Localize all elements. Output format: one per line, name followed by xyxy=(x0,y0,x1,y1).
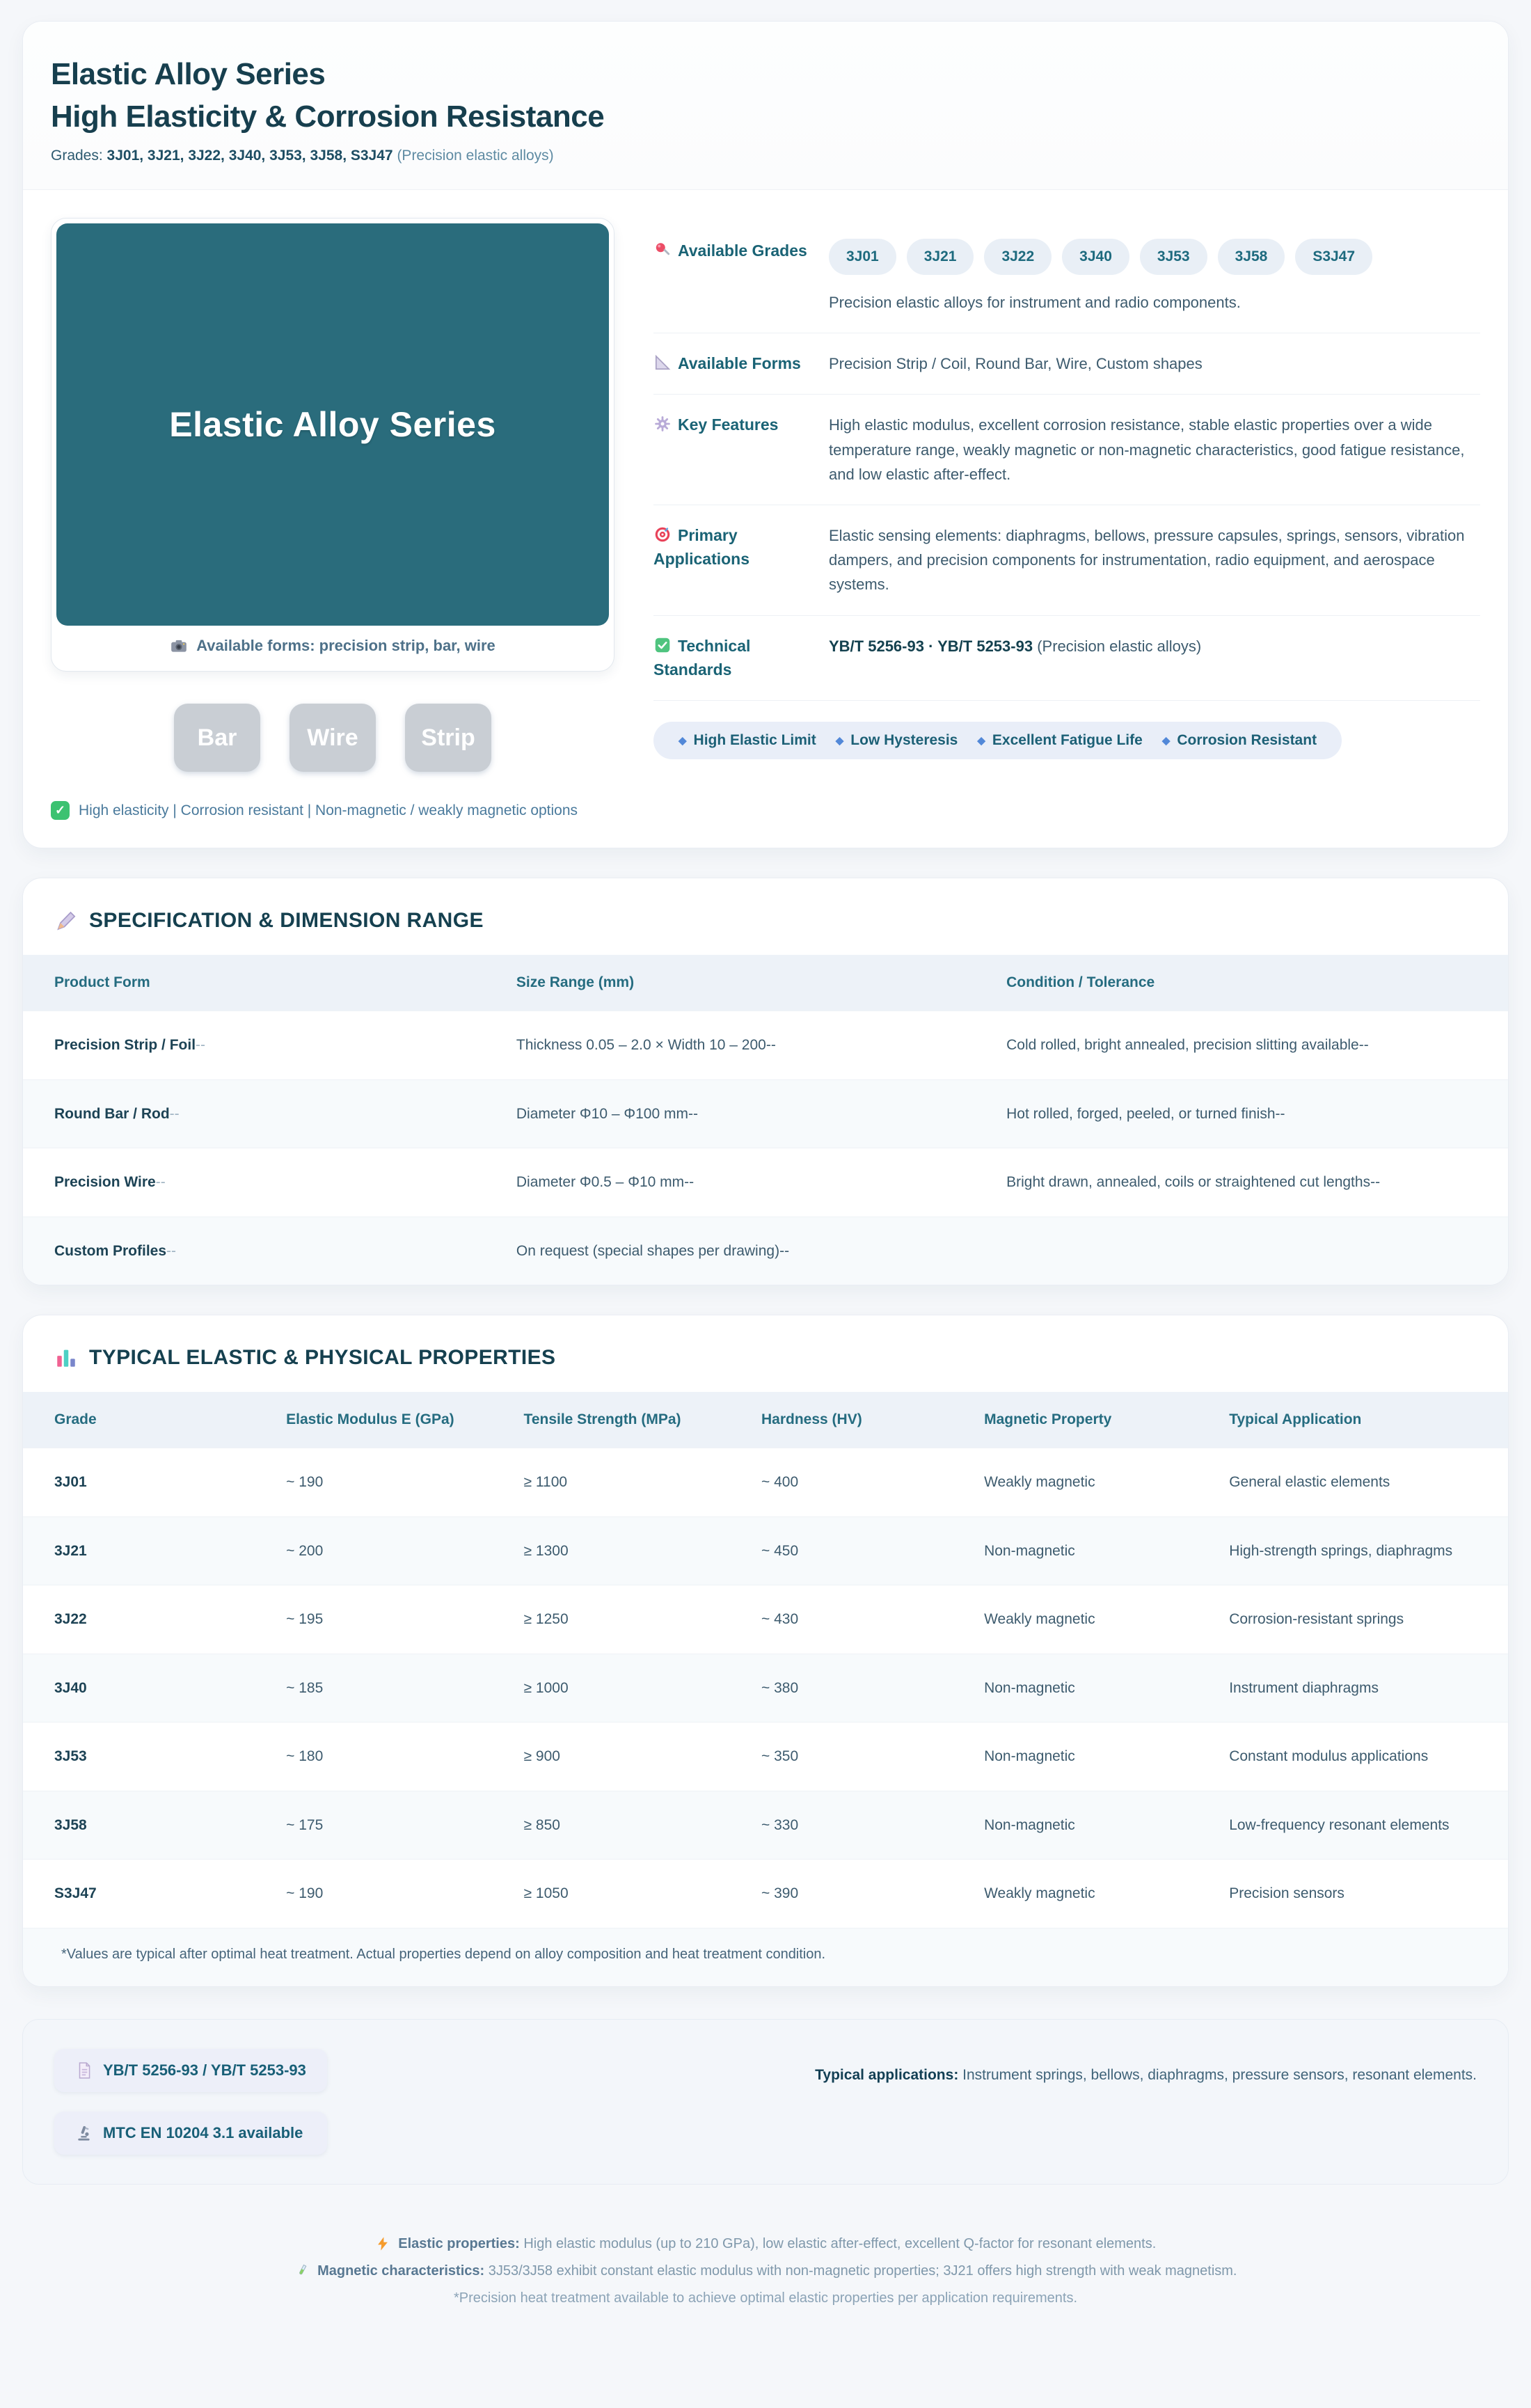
spec-cell-cond xyxy=(988,1217,1508,1285)
props-col-modulus: Elastic Modulus E (GPa) xyxy=(268,1392,505,1448)
features-label-text: Key Features xyxy=(678,415,779,434)
dash-suffix: -- xyxy=(169,1105,180,1122)
spec-cell-size: On request (special shapes per drawing)-- xyxy=(498,1217,988,1285)
cell-application: Corrosion-resistant springs xyxy=(1211,1585,1508,1654)
pushpin-icon xyxy=(653,241,672,259)
hero-section xyxy=(23,190,1508,848)
footer-note-line: *Precision heat treatment available to achieve optimal elastic properties per application requirements. xyxy=(453,2290,1078,2306)
lightning-icon xyxy=(375,2236,390,2251)
standards-label-text: Technical Standards xyxy=(653,636,751,679)
cell-magnetic: Non-magnetic xyxy=(966,1722,1211,1791)
cell-modulus: ~ 175 xyxy=(268,1791,505,1860)
spec-cell-form: Custom Profiles-- xyxy=(23,1217,498,1285)
cell-magnetic: Non-magnetic xyxy=(966,1516,1211,1585)
applications-row-value: Elastic sensing elements: diaphragms, bellows, pressure capsules, springs, sensors, vibration dampers, and precision components for instrumentation, radio equipment, and aerospace systems. xyxy=(829,526,1465,594)
product-overview-card xyxy=(22,21,1509,848)
gear-icon xyxy=(653,415,672,433)
product-image-card xyxy=(51,218,614,672)
grade-chip: 3J21 xyxy=(907,239,974,275)
page-title xyxy=(51,54,1480,138)
grades-row-label xyxy=(653,239,829,315)
cell-grade: 3J53 xyxy=(23,1722,268,1791)
footer-magnetic-line: Magnetic characteristics: 3J53/3J58 exhibit constant elastic modulus with non-magnetic properties; 3J21 offers high strength with weak magnetism. xyxy=(22,2258,1509,2285)
applications-label-text: Primary Applications xyxy=(653,525,750,569)
diamond-icon: ◆ xyxy=(977,734,985,747)
spec-cell-size: Diameter Φ10 – Φ100 mm-- xyxy=(498,1079,988,1148)
cell-hardness: ~ 380 xyxy=(743,1654,966,1722)
standards-row-value xyxy=(829,634,1480,682)
standards-row-label xyxy=(653,634,829,682)
props-row xyxy=(23,1654,1508,1722)
cell-modulus: ~ 195 xyxy=(268,1585,505,1654)
forms-row-label xyxy=(653,351,829,376)
cell-grade: S3J47 xyxy=(23,1860,268,1928)
cell-grade: 3J40 xyxy=(23,1654,268,1722)
cell-application: Low-frequency resonant elements xyxy=(1211,1791,1508,1860)
specification-table xyxy=(23,955,1508,1285)
grade-chip: 3J53 xyxy=(1140,239,1207,275)
properties-card xyxy=(22,1315,1509,1987)
camera-icon xyxy=(170,637,188,655)
cell-grade: 3J58 xyxy=(23,1791,268,1860)
document-icon xyxy=(75,2061,93,2080)
spec-row xyxy=(23,1217,1508,1285)
info-row-forms xyxy=(653,333,1480,395)
cell-grade: 3J21 xyxy=(23,1516,268,1585)
cell-modulus: ~ 200 xyxy=(268,1516,505,1585)
spec-cell-form: Precision Strip / Foil-- xyxy=(23,1011,498,1080)
props-row xyxy=(23,1722,1508,1791)
grades-note: (Precision elastic alloys) xyxy=(397,148,554,164)
cell-modulus: ~ 190 xyxy=(268,1860,505,1928)
diamond-icon: ◆ xyxy=(679,734,687,747)
props-col-application: Typical Application xyxy=(1211,1392,1508,1448)
spec-header-row xyxy=(23,955,1508,1011)
cell-tensile: ≥ 1250 xyxy=(506,1585,743,1654)
footer-elastic-line: Elastic properties: High elastic modulus (up to 210 GPa), low elastic after-effect, excellent Q-factor for resonant elements. xyxy=(22,2231,1509,2258)
info-row-applications xyxy=(653,505,1480,616)
cell-modulus: ~ 180 xyxy=(268,1722,505,1791)
cell-magnetic: Weakly magnetic xyxy=(966,1585,1211,1654)
props-col-tensile: Tensile Strength (MPa) xyxy=(506,1392,743,1448)
applications-row-label xyxy=(653,523,829,597)
cell-magnetic: Non-magnetic xyxy=(966,1791,1211,1860)
props-row xyxy=(23,1791,1508,1860)
cell-grade: 3J01 xyxy=(23,1448,268,1517)
cell-hardness: ~ 330 xyxy=(743,1791,966,1860)
grades-label-text: Available Grades xyxy=(678,241,807,260)
cell-modulus: ~ 185 xyxy=(268,1654,505,1722)
diamond-icon: ◆ xyxy=(835,734,844,747)
info-row-features xyxy=(653,395,1480,505)
hero-column xyxy=(51,218,614,820)
highlight-tag: ◆ Corrosion Resistant xyxy=(1161,731,1317,748)
cell-tensile: ≥ 1050 xyxy=(506,1860,743,1928)
cell-hardness: ~ 430 xyxy=(743,1585,966,1654)
hero-title: Elastic Alloy Series xyxy=(169,405,496,445)
specification-card xyxy=(22,878,1509,1285)
properties-footnote: *Values are typical after optimal heat treatment. Actual properties depend on alloy composition and heat treatment condition. xyxy=(23,1928,1508,1986)
props-col-hardness: Hardness (HV) xyxy=(743,1392,966,1448)
props-header-row xyxy=(23,1392,1508,1448)
cell-hardness: ~ 400 xyxy=(743,1448,966,1517)
dash-suffix: -- xyxy=(155,1174,166,1191)
compliance-card xyxy=(22,2019,1509,2185)
triangle-ruler-icon xyxy=(653,354,672,372)
microscope-icon xyxy=(75,2124,93,2142)
cell-magnetic: Non-magnetic xyxy=(966,1654,1211,1722)
cell-tensile: ≥ 1300 xyxy=(506,1516,743,1585)
title-line-2: High Elasticity & Corrosion Resistance xyxy=(51,99,605,134)
page-header xyxy=(23,22,1508,190)
props-row xyxy=(23,1516,1508,1585)
spec-col-size: Size Range (mm) xyxy=(498,955,988,1011)
cell-application: Precision sensors xyxy=(1211,1860,1508,1928)
grade-chip-row xyxy=(829,239,1480,275)
typical-applications-label: Typical applications: xyxy=(815,2066,959,2083)
props-row xyxy=(23,1585,1508,1654)
info-row-grades xyxy=(653,221,1480,333)
props-col-magnetic: Magnetic Property xyxy=(966,1392,1211,1448)
form-badges xyxy=(51,704,614,772)
specification-title: SPECIFICATION & DIMENSION RANGE xyxy=(89,909,484,933)
dash-suffix: -- xyxy=(196,1037,206,1054)
highlight-tags-pill xyxy=(653,722,1342,759)
cell-modulus: ~ 190 xyxy=(268,1448,505,1517)
grades-list: 3J01, 3J21, 3J22, 3J40, 3J53, 3J58, S3J47 xyxy=(106,148,393,164)
grades-row-value xyxy=(829,239,1480,315)
grade-chip: S3J47 xyxy=(1295,239,1372,275)
cell-tensile: ≥ 1100 xyxy=(506,1448,743,1517)
forms-label-text: Available Forms xyxy=(678,354,801,373)
properties-heading xyxy=(23,1315,1508,1392)
grades-description: Precision elastic alloys for instrument and radio components. xyxy=(829,294,1241,312)
target-icon xyxy=(653,525,672,544)
hero-caption-text: Available forms: precision strip, bar, wire xyxy=(196,637,495,655)
form-badge-wire: Wire xyxy=(289,704,376,772)
hero-caption xyxy=(56,626,609,666)
bar-chart-icon xyxy=(54,1346,78,1370)
grade-chip: 3J40 xyxy=(1062,239,1129,275)
cell-hardness: ~ 390 xyxy=(743,1860,966,1928)
cell-tensile: ≥ 1000 xyxy=(506,1654,743,1722)
compliance-badges xyxy=(54,2049,327,2155)
spec-col-cond: Condition / Tolerance xyxy=(988,955,1508,1011)
cell-application: High-strength springs, diaphragms xyxy=(1211,1516,1508,1585)
spec-cell-cond: Cold rolled, bright annealed, precision slitting available-- xyxy=(988,1011,1508,1080)
standards-note: (Precision elastic alloys) xyxy=(1037,637,1202,655)
pencil-icon xyxy=(54,909,78,933)
feature-check-line xyxy=(51,801,614,820)
properties-title: TYPICAL ELASTIC & PHYSICAL PROPERTIES xyxy=(89,1346,556,1370)
grades-subtitle xyxy=(51,148,1480,164)
grade-chip: 3J22 xyxy=(984,239,1052,275)
spec-cell-form: Precision Wire-- xyxy=(23,1148,498,1217)
spec-cell-cond: Hot rolled, forged, peeled, or turned finish-- xyxy=(988,1079,1508,1148)
spec-cell-size: Thickness 0.05 – 2.0 × Width 10 – 200-- xyxy=(498,1011,988,1080)
specification-heading xyxy=(23,878,1508,955)
cell-tensile: ≥ 900 xyxy=(506,1722,743,1791)
spec-cell-size: Diameter Φ0.5 – Φ10 mm-- xyxy=(498,1148,988,1217)
spec-cell-cond: Bright drawn, annealed, coils or straightened cut lengths-- xyxy=(988,1148,1508,1217)
standards-codes: YB/T 5256-93 · YB/T 5253-93 xyxy=(829,637,1033,655)
form-badge-strip: Strip xyxy=(405,704,491,772)
info-column xyxy=(653,218,1480,820)
cell-application: Instrument diaphragms xyxy=(1211,1654,1508,1722)
cell-hardness: ~ 350 xyxy=(743,1722,966,1791)
product-image-placeholder xyxy=(56,223,609,626)
spec-row xyxy=(23,1011,1508,1080)
standard-badge: YB/T 5256-93 / YB/T 5253-93 xyxy=(54,2049,327,2092)
cell-application: Constant modulus applications xyxy=(1211,1722,1508,1791)
cell-tensile: ≥ 850 xyxy=(506,1791,743,1860)
features-row-label xyxy=(653,413,829,486)
highlight-tag: ◆ Low Hysteresis xyxy=(835,731,958,748)
page-footer xyxy=(22,2231,1509,2333)
spec-col-form: Product Form xyxy=(23,955,498,1011)
forms-row-value: Precision Strip / Coil, Round Bar, Wire, Custom shapes xyxy=(829,355,1203,373)
cell-magnetic: Weakly magnetic xyxy=(966,1860,1211,1928)
highlight-tag: ◆ High Elastic Limit xyxy=(679,731,816,748)
grade-chip: 3J01 xyxy=(829,239,896,275)
spec-cell-form: Round Bar / Rod-- xyxy=(23,1079,498,1148)
spec-row xyxy=(23,1148,1508,1217)
grades-prefix: Grades: xyxy=(51,148,103,164)
diamond-icon: ◆ xyxy=(1161,734,1171,747)
features-row-value: High elastic modulus, excellent corrosion resistance, stable elastic properties over a wide temperature range, weakly magnetic or non-magnetic characteristics, good fatigue resistance, and low elastic after-effect. xyxy=(829,416,1465,483)
check-square-icon xyxy=(653,636,672,654)
dash-suffix: -- xyxy=(166,1242,177,1259)
props-col-grade: Grade xyxy=(23,1392,268,1448)
cell-application: General elastic elements xyxy=(1211,1448,1508,1517)
typical-applications-text: Instrument springs, bellows, diaphragms, pressure sensors, resonant elements. xyxy=(958,2066,1477,2083)
mtc-badge: MTC EN 10204 3.1 available xyxy=(54,2112,327,2155)
typical-applications xyxy=(815,2067,1477,2084)
grade-chip: 3J58 xyxy=(1218,239,1285,275)
info-row-standards xyxy=(653,616,1480,701)
feature-check-text: High elasticity | Corrosion resistant | Non-magnetic / weakly magnetic options xyxy=(79,802,578,818)
spec-row xyxy=(23,1079,1508,1148)
cell-magnetic: Weakly magnetic xyxy=(966,1448,1211,1517)
test-tube-icon xyxy=(294,2263,310,2279)
title-line-1: Elastic Alloy Series xyxy=(51,57,326,91)
props-row xyxy=(23,1860,1508,1928)
cell-grade: 3J22 xyxy=(23,1585,268,1654)
highlight-tag: ◆ Excellent Fatigue Life xyxy=(977,731,1143,748)
cell-hardness: ~ 450 xyxy=(743,1516,966,1585)
props-row xyxy=(23,1448,1508,1517)
check-icon: ✓ xyxy=(51,801,70,820)
form-badge-bar: Bar xyxy=(174,704,260,772)
properties-table xyxy=(23,1392,1508,1928)
